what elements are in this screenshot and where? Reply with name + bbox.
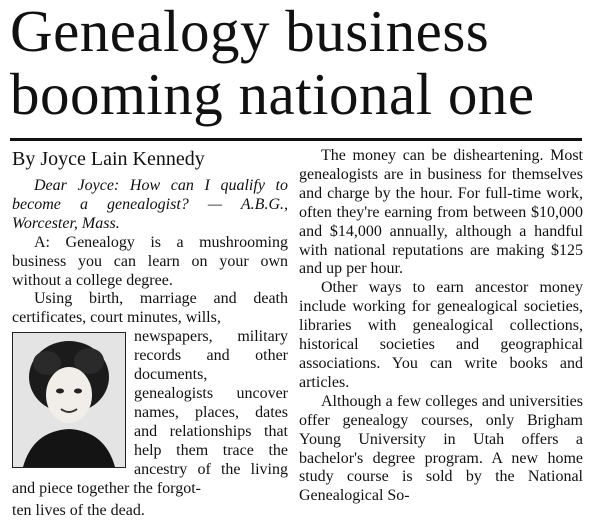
headline-line-1: Genealogy business	[10, 0, 490, 64]
left-column-cutoff	[12, 500, 288, 523]
colleges-paragraph: Although a few colleges and universities offer genealogy courses, only Brigham Young University in Utah offers a bachelor's degree program. A new home study course is sold by the National Genealogical So-	[299, 392, 583, 505]
left-column	[12, 147, 288, 498]
other-ways-paragraph: Other ways to earn ancestor money include working for genealogical societies, libraries with genealogical collections, historical societies and geographical associations. You can write books and articles.	[299, 279, 583, 391]
right-column	[299, 147, 583, 506]
headline	[10, 0, 590, 126]
headline-line-2: booming national one	[10, 61, 535, 127]
byline: By Joyce Lain Kennedy	[12, 148, 205, 170]
reader-letter: Dear Joyce: How can I qualify to become a genealogist? — A.B.G., Worcester, Mass.	[12, 177, 288, 232]
headline-rule	[10, 138, 582, 141]
answer-paragraph-2-start: Using birth, marriage and death certificates, court minutes, wills,	[12, 290, 288, 327]
author-photo	[12, 332, 126, 468]
answer-paragraph-2-wrap: newspapers, military records and other documents, genealogists uncover names, places, dates and relationships that help them trace the ancestry of the living and piece together the forgot-	[12, 328, 288, 497]
answer-paragraph-2-cut: ten lives of the dead.	[12, 502, 145, 519]
money-paragraph: The money can be disheartening. Most genealogists are in business for themselves and charge by the hour. For full-time work, often they're earning from between $10,000 and $14,000 annually, although a handful with national reputations are making $125 and up per hour.	[299, 147, 583, 278]
author-portrait-image	[13, 333, 125, 467]
answer-paragraph-1: A: Genealogy is a mushrooming business you can learn on your own without a college degree.	[12, 233, 288, 289]
